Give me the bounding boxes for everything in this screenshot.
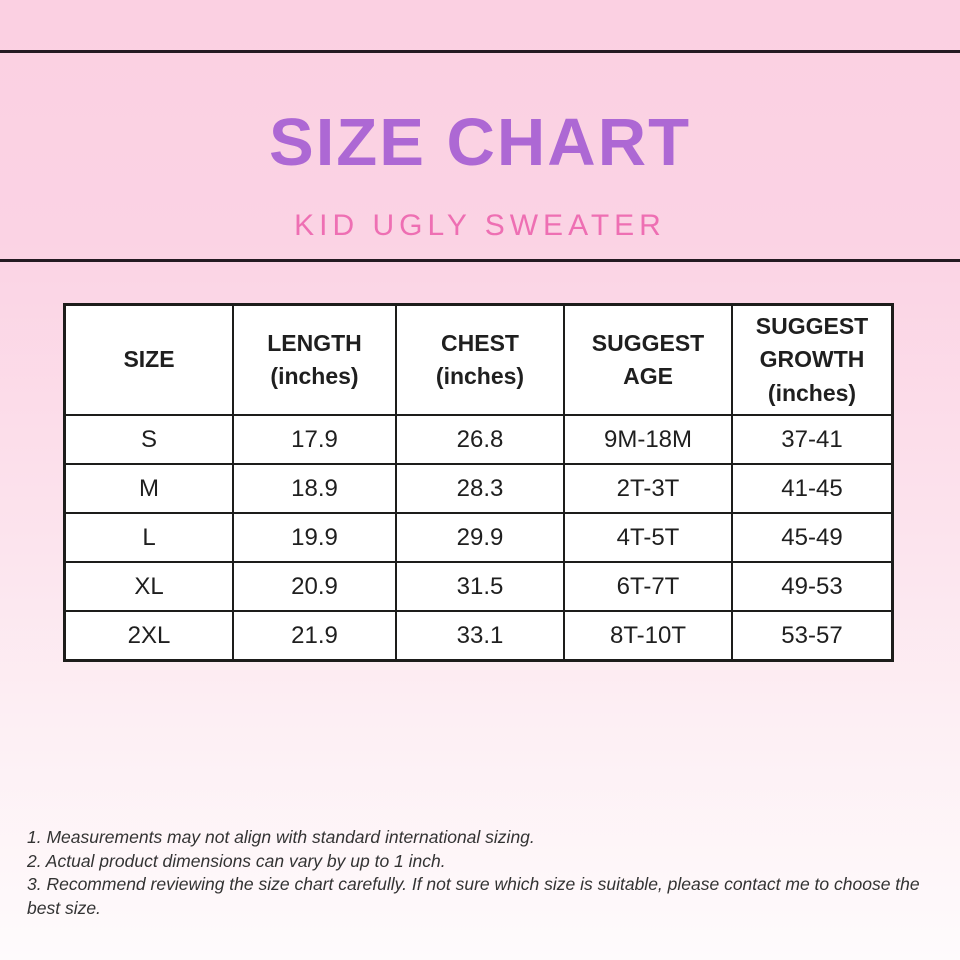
length-cell: 19.9 xyxy=(233,513,396,562)
page-subtitle: KID UGLY SWEATER xyxy=(294,209,666,242)
table-row xyxy=(65,464,893,513)
growth-cell: 37-41 xyxy=(732,415,893,464)
age-cell: 8T-10T xyxy=(564,611,732,661)
size-cell: 2XL xyxy=(65,611,234,661)
growth-cell: 45-49 xyxy=(732,513,893,562)
chest-cell: 29.9 xyxy=(396,513,564,562)
column-header-length: LENGTH (inches) xyxy=(233,305,396,416)
chest-cell: 26.8 xyxy=(396,415,564,464)
top-divider-line xyxy=(0,50,960,53)
growth-cell: 49-53 xyxy=(732,562,893,611)
chest-cell: 33.1 xyxy=(396,611,564,661)
length-cell: 18.9 xyxy=(233,464,396,513)
footnote-2: 2. Actual product dimensions can vary by up to 1 inch. xyxy=(27,850,446,871)
footnote-3: 3. Recommend reviewing the size chart carefully. If not sure which size is suitable, please contact me to choose the best size. xyxy=(27,874,920,918)
size-chart-table xyxy=(63,303,894,662)
length-cell: 17.9 xyxy=(233,415,396,464)
size-cell: S xyxy=(65,415,234,464)
table-row xyxy=(65,513,893,562)
size-cell: XL xyxy=(65,562,234,611)
chest-cell: 28.3 xyxy=(396,464,564,513)
column-header-suggest-age: SUGGEST AGE xyxy=(564,305,732,416)
header-divider-line xyxy=(0,259,960,262)
column-header-chest: CHEST (inches) xyxy=(396,305,564,416)
table-header-row xyxy=(65,305,893,416)
table-row xyxy=(65,415,893,464)
length-cell: 20.9 xyxy=(233,562,396,611)
table-row xyxy=(65,611,893,661)
footnotes xyxy=(27,826,939,920)
age-cell: 2T-3T xyxy=(564,464,732,513)
length-cell: 21.9 xyxy=(233,611,396,661)
footnote-1: 1. Measurements may not align with standard international sizing. xyxy=(27,827,535,847)
column-header-suggest-growth: SUGGEST GROWTH (inches) xyxy=(732,305,893,416)
age-cell: 6T-7T xyxy=(564,562,732,611)
table-row xyxy=(65,562,893,611)
age-cell: 4T-5T xyxy=(564,513,732,562)
growth-cell: 53-57 xyxy=(732,611,893,661)
size-cell: M xyxy=(65,464,234,513)
chest-cell: 31.5 xyxy=(396,562,564,611)
growth-cell: 41-45 xyxy=(732,464,893,513)
page-title: SIZE CHART xyxy=(269,105,691,180)
age-cell: 9M-18M xyxy=(564,415,732,464)
column-header-size: SIZE xyxy=(65,305,234,416)
size-cell: L xyxy=(65,513,234,562)
